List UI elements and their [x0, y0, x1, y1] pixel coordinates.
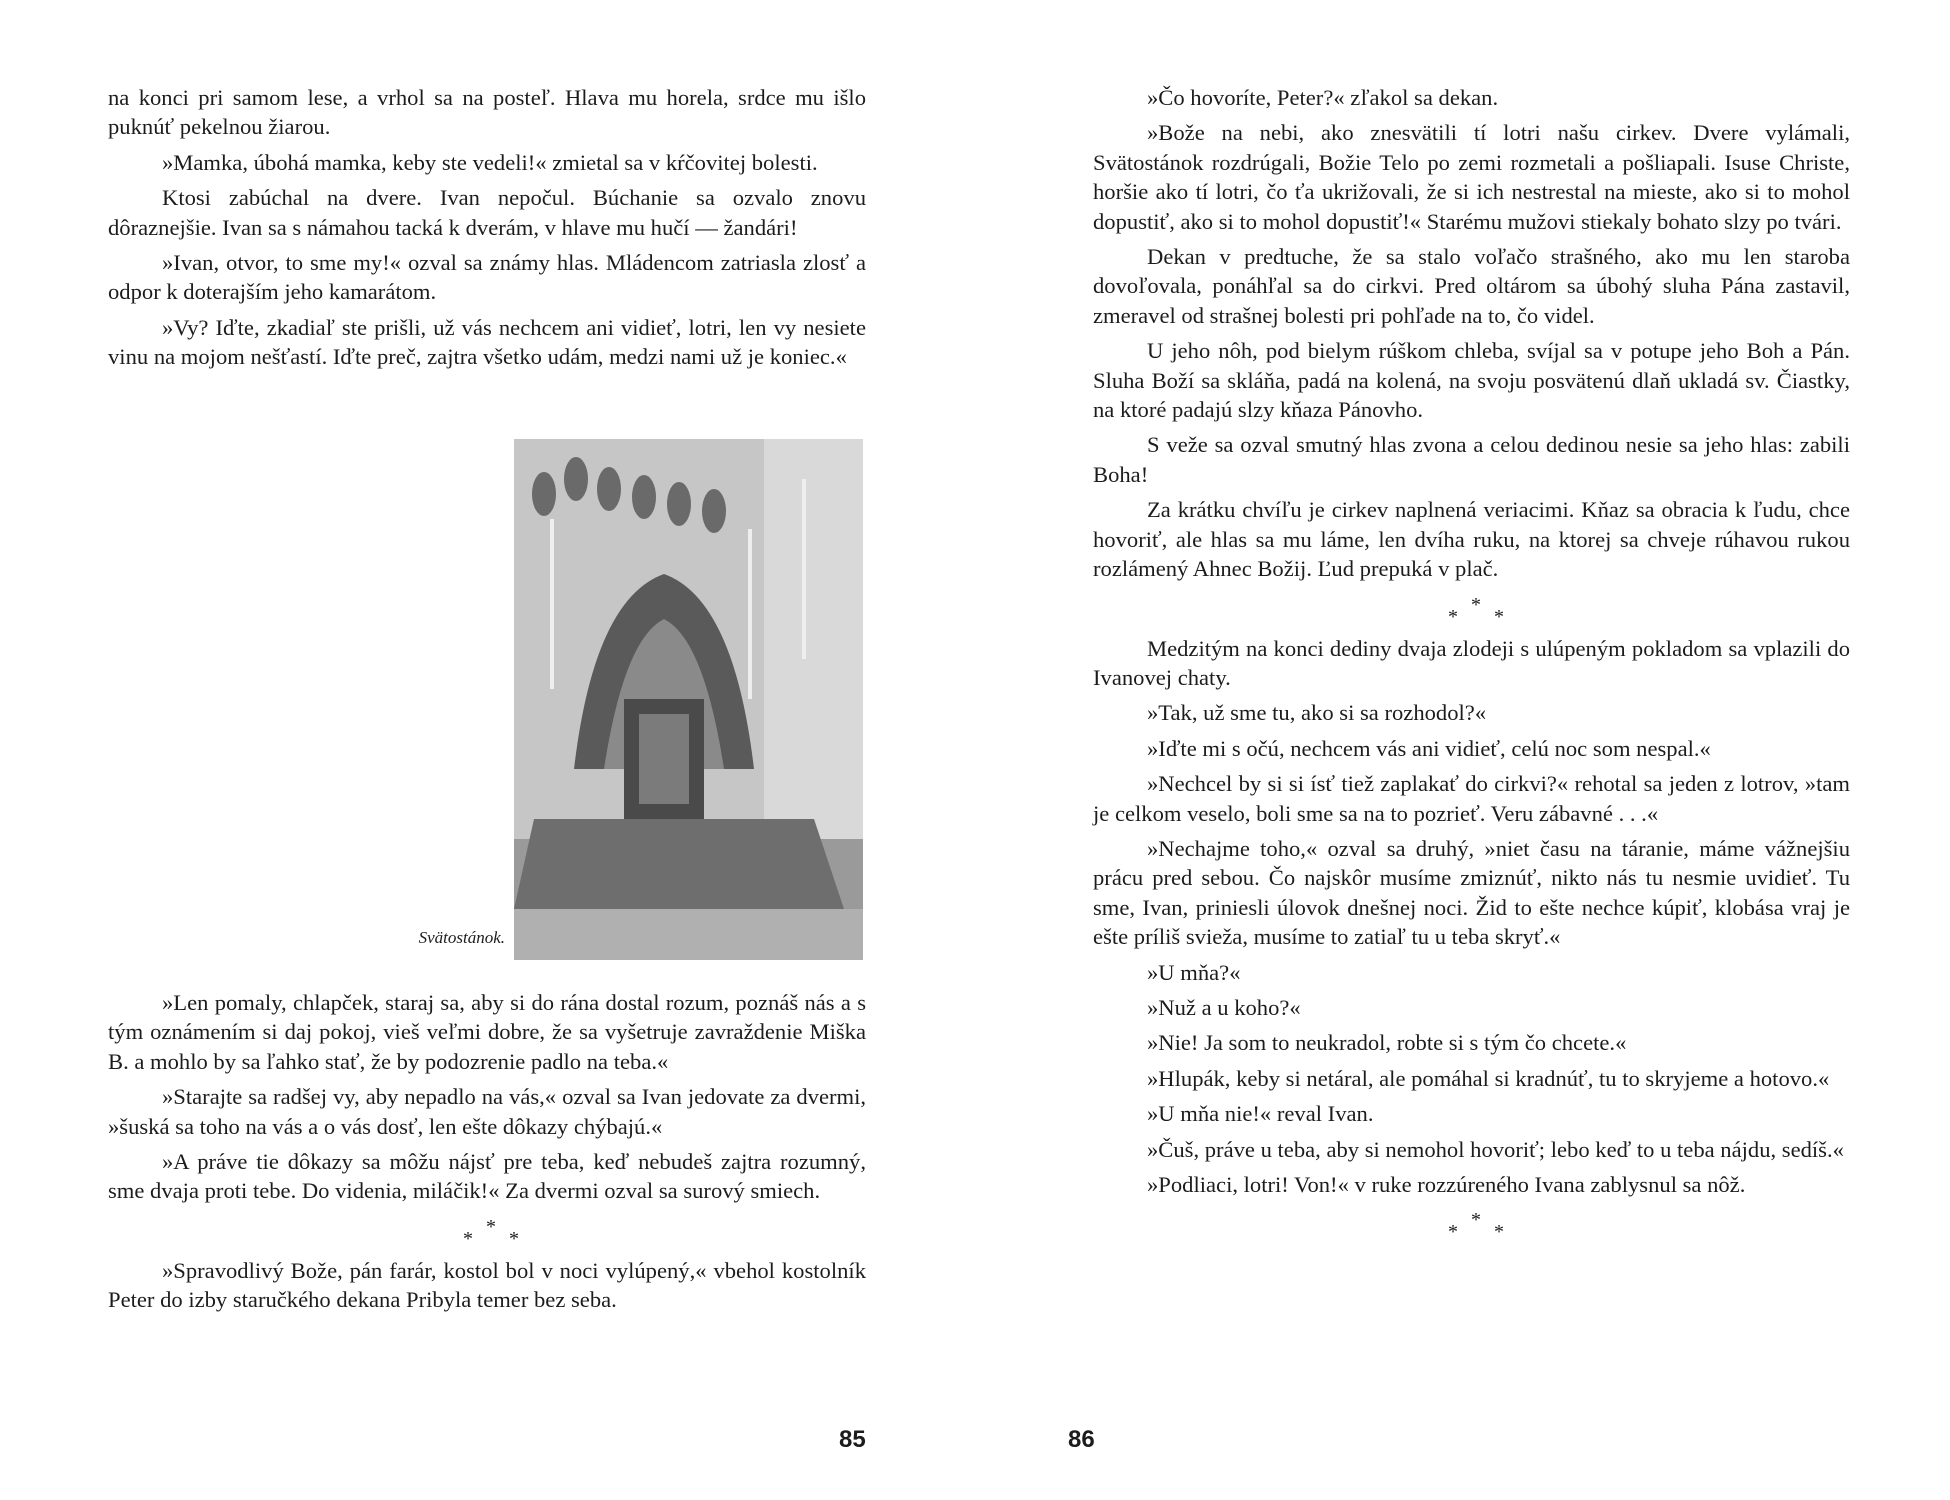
section-break: * * * — [1448, 593, 1504, 628]
paragraph: »A práve tie dôkazy sa môžu nájsť pre teba, keď nebudeš zajtra rozumný, sme dvaja proti tebe. Do videnia, miláčik!« Za dvermi ozval sa surový smiech. — [108, 1149, 866, 1204]
paragraph: »U mňa nie!« reval Ivan. — [1147, 1101, 1374, 1127]
paragraph: »Bože na nebi, ako znesvätili tí lotri našu cirkev. Dvere vylámali, Svätostánok rozdrúgali, Božie Telo po zemi rozmetali a pošliapali. Isuse Christe, horšie ako tí lotri, čo ťa ukrižovali, že si ich nestrestal na mieste, ako si to mohol dopustiť, ako si to mohol dopustiť!« Starému mužovi stiekaly bohato slzy po tvári. — [1093, 120, 1850, 234]
page-number: 85 — [839, 1426, 866, 1453]
tabernacle-illustration — [514, 439, 863, 960]
paragraph: Za krátku chvíľu je cirkev naplnená veriacimi. Kňaz sa obracia k ľudu, chce hovoriť, ale hlas sa mu láme, len dvíha ruku, na ktorej sa chveje rúhavou rukou rozlámený Ahnec Božij. Ľud prepuká v plač. — [1093, 497, 1850, 582]
paragraph: Dekan v predtuche, že sa stalo voľačo strašného, ako mu len staroba dovoľovala, ponáhľal sa do cirkvi. Pred oltárom sa úbohý sluha Pána zastavil, zmeravel od strašnej bolesti pri pohľade na to, čo videl. — [1093, 244, 1850, 328]
paragraph: Medzitým na konci dediny dvaja zlodeji s ulúpeným pokladom sa vplazili do Ivanovej chaty. — [1093, 635, 1850, 690]
right-page — [975, 0, 1950, 1500]
paragraph: »Nie! Ja som to neukradol, robte si s tým čo chcete.« — [1147, 1030, 1627, 1056]
paragraph: »Tak, už sme tu, ako si sa rozhodol?« — [1147, 700, 1487, 726]
paragraph: »Podliaci, lotri! Von!« v ruke rozzúreného Ivana zablysnul sa nôž. — [1147, 1172, 1746, 1197]
paragraph: »Iďte mi s očú, nechcem vás ani vidieť, celú noc som nespal.« — [1147, 735, 1711, 761]
paragraph: »Nechcel by si si ísť tiež zaplakať do cirkvi?« rehotal sa jeden z lotrov, »tam je celkom veselo, boli sme sa na to pozrieť. Veru zábavné . . .« — [1093, 771, 1850, 826]
paragraph: na konci pri samom lese, a vrhol sa na posteľ. Hlava mu horela, srdce mu išlo puknúť pekelnou žiarou. — [108, 85, 866, 140]
paragraph: »Spravodlivý Bože, pán farár, kostol bol v noci vylúpený,« vbehol kostolník Peter do izby staručkého dekana Pribyla temer bez seba. — [108, 1257, 866, 1313]
paragraph: »Len pomaly, chlapček, staraj sa, aby si do rána dostal rozum, poznáš nás a s tým oznámením si daj pokoj, vieš veľmi dobre, že sa vyšetruje zavraždenie Miška B. a mohlo by sa ľahko stať, že by podozrenie padlo na teba.« — [108, 990, 866, 1074]
right-text — [1093, 83, 1850, 1249]
paragraph: »Mamka, úbohá mamka, keby ste vedeli!« zmietal sa v kŕčovitej bolesti. — [162, 149, 818, 175]
section-break: * * * — [463, 1215, 519, 1250]
tabernacle-photo — [514, 439, 863, 960]
paragraph: »Čuš, práve u teba, aby si nemohol hovoriť; lebo keď to u teba nájdu, sedíš.« — [1147, 1136, 1844, 1162]
photo-caption: Svätostánok. — [418, 928, 505, 947]
paragraph: Ktosi zabúchal na dvere. Ivan nepočul. Búchanie sa ozvalo znovu dôraznejšie. Ivan sa s námahou tacká k dverám, v hlave mu hučí — žandári! — [108, 185, 866, 240]
left-text-top — [108, 83, 866, 378]
page-number: 86 — [1068, 1426, 1095, 1453]
paragraph: »Vy? Iďte, zkadiaľ ste prišli, už vás nechcem ani vidieť, lotri, len vy nesiete vinu na mojom nešťastí. Iďte preč, zajtra všetko udám, medzi nami už je koniec.« — [108, 314, 866, 370]
left-text-bottom — [108, 988, 866, 1321]
paragraph: »Nuž a u koho?« — [1147, 994, 1301, 1020]
paragraph: S veže sa ozval smutný hlas zvona a celou dedinou nesie sa jeho hlas: zabili Boha! — [1093, 432, 1850, 487]
paragraph: U jeho nôh, pod bielym rúškom chleba, svíjal sa v potupe jeho Boh a Pán. Sluha Boží sa skláňa, padá na kolená, na svoju posvätenú dlaň ukladá sv. Čiastky, na ktoré padajú slzy kňaza Pánovho. — [1093, 338, 1850, 423]
paragraph: »Hlupák, keby si netáral, ale pomáhal si kradnúť, tu to skryjeme a hotovo.« — [1147, 1065, 1830, 1091]
paragraph: »U mňa?« — [1147, 959, 1241, 985]
paragraph: »Čo hovoríte, Peter?« zľakol sa dekan. — [1147, 85, 1499, 110]
paragraph: »Starajte sa radšej vy, aby nepadlo na vás,« ozval sa Ivan jedovate za dvermi, »šuská sa toho na vás a o vás dosť, len ešte dôkazy chýbajú.« — [108, 1084, 866, 1139]
paragraph: »Ivan, otvor, to sme my!« ozval sa známy hlas. Mládencom zatriasla zlosť a odpor k doterajším jeho kamarátom. — [108, 250, 866, 305]
paragraph: »Nechajme toho,« ozval sa druhý, »niet času na táranie, máme vážnejšiu prácu pred sebou. Čo najskôr musíme zmiznúť, nikto nás tu nesmie uvidieť. Tu sme, Ivan, priniesli úlovok dnešnej noci. Žid to ešte nechce kúpiť, klobása vraj je ešte príliš svieža, musíme to zatiaľ tu u teba skryť.« — [1093, 835, 1850, 950]
section-break: * * * — [1448, 1209, 1504, 1244]
